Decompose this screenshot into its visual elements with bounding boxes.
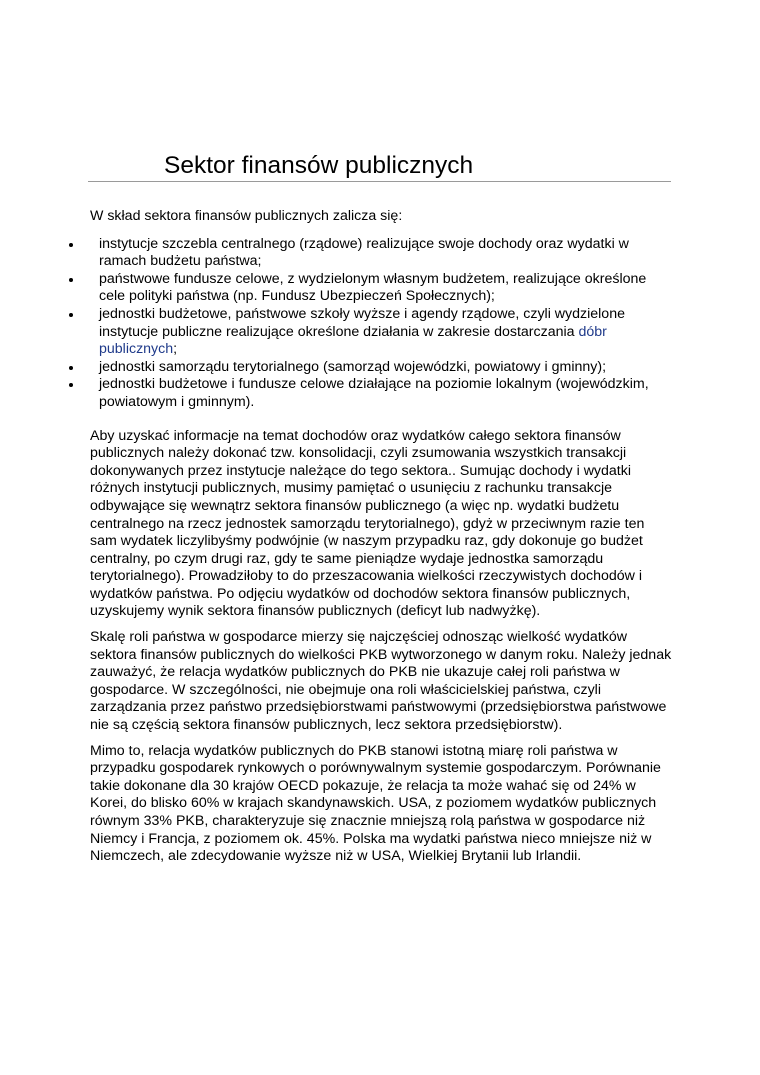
list-item <box>90 271 672 306</box>
paragraph-consolidation: Aby uzyskać informacje na temat dochodów oraz wydatków całego sektora finansów publicznych należy dokonać tzw. konsolidacji, czyli zsumowania wszystkich transakcji dokonywanych przez instytucje należące do tego sektora.. Sumując dochody i wydatki różnych instytucji publicznych, musimy pamiętać o usunięciu z rachunku transakcje odbywające się wewnątrz sektora finansów publicznego (a więc np. wydatki budżetu centralnego na rzecz jednostek samorządu terytorialnego), gdyż w przeciwnym razie ten sam wydatek liczylibyśmy podwójnie (w naszym przypadku raz, gdy dokonuje go budżet centralny, po czym drugi raz, gdy te same pieniądze wydaje jednostka samorządu terytorialnego). Prowadziłoby to do przeszacowania wielkości rzeczywistych dochodów i wydatków państwa. Po odjęciu wydatków od dochodów sektora finansów publicznych, uzyskujemy wynik sektora finansów publicznych (deficyt lub nadwyżkę). <box>90 427 645 620</box>
bullet-icon <box>69 383 73 387</box>
page-title: Sektor finansów publicznych <box>164 152 474 179</box>
bullet-icon <box>69 278 73 282</box>
bullet-icon <box>69 313 73 317</box>
list-item <box>90 359 672 377</box>
list-item <box>90 376 672 411</box>
list-item-text: jednostki budżetowe, państwowe szkoły wyższe i agendy rządowe, czyli wydzielone instytucje publiczne realizujące określone działania w zakresie dostarczania <box>99 305 625 340</box>
list-item <box>90 306 672 359</box>
document-body <box>90 208 672 874</box>
bullet-icon <box>69 243 73 247</box>
paragraph-oecd-comparison: Mimo to, relacja wydatków publicznych do PKB stanowi istotną miarę roli państwa w przypadku gospodarek rynkowych o porównywalnym systemie gospodarczym. Porównanie takie dokonane dla 30 krajów OECD pokazuje, że relacja ta może wahać się od 24% w Korei, do blisko 60% w krajach skandynawskich. USA, z poziomem wydatków publicznych równym 33% PKB, charakteryzuje się znacznie mniejszą rolą państwa w gospodarce niż Niemcy i Francja, z poziomem ok. 45%. Polska ma wydatki państwa nieco mniejsze niż w Niemczech, ale zdecydowanie wyższe niż w USA, Wielkiej Brytanii lub Irlandii. <box>90 742 661 865</box>
paragraph-state-role: Skalę roli państwa w gospodarce mierzy się najczęściej odnosząc wielkość wydatków sektora finansów publicznych do wielkości PKB wytworzonego w danym roku. Należy jednak zauważyć, że relacja wydatków publicznych do PKB nie ukazuje całej roli państwa w gospodarce. W szczególności, nie obejmuje ona roli właścicielskiej państwa, czyli zarządzania przez państwo przedsiębiorstwami państwowymi (przedsiębiorstwa państwowe nie są częścią sektora finansów publicznych, lecz sektora przedsiębiorstw). <box>90 629 672 734</box>
bullet-list <box>90 236 672 412</box>
list-item-text: jednostki budżetowe i fundusze celowe działające na poziomie lokalnym (wojewódzkim, powiatowym i gminnym). <box>99 376 649 410</box>
list-item-text: państwowe fundusze celowe, z wydzielonym własnym budżetem, realizujące określone cele polityki państwa (np. Fundusz Ubezpieczeń Społecznych); <box>99 270 647 305</box>
bullet-icon <box>69 366 73 370</box>
list-item-text: jednostki samorządu terytorialnego (samorząd wojewódzki, powiatowy i gminny); <box>99 358 607 375</box>
list-item-text-end: ; <box>173 341 178 358</box>
intro-text: W skład sektora finansów publicznych zalicza się: <box>90 208 403 224</box>
title-underline <box>88 181 671 182</box>
public-goods-link[interactable]: dóbr publicznych <box>99 323 607 358</box>
list-item-text: instytucje szczebla centralnego (rządowe) realizujące swoje dochody oraz wydatki w ramach budżetu państwa; <box>99 235 629 270</box>
list-item <box>90 236 672 271</box>
